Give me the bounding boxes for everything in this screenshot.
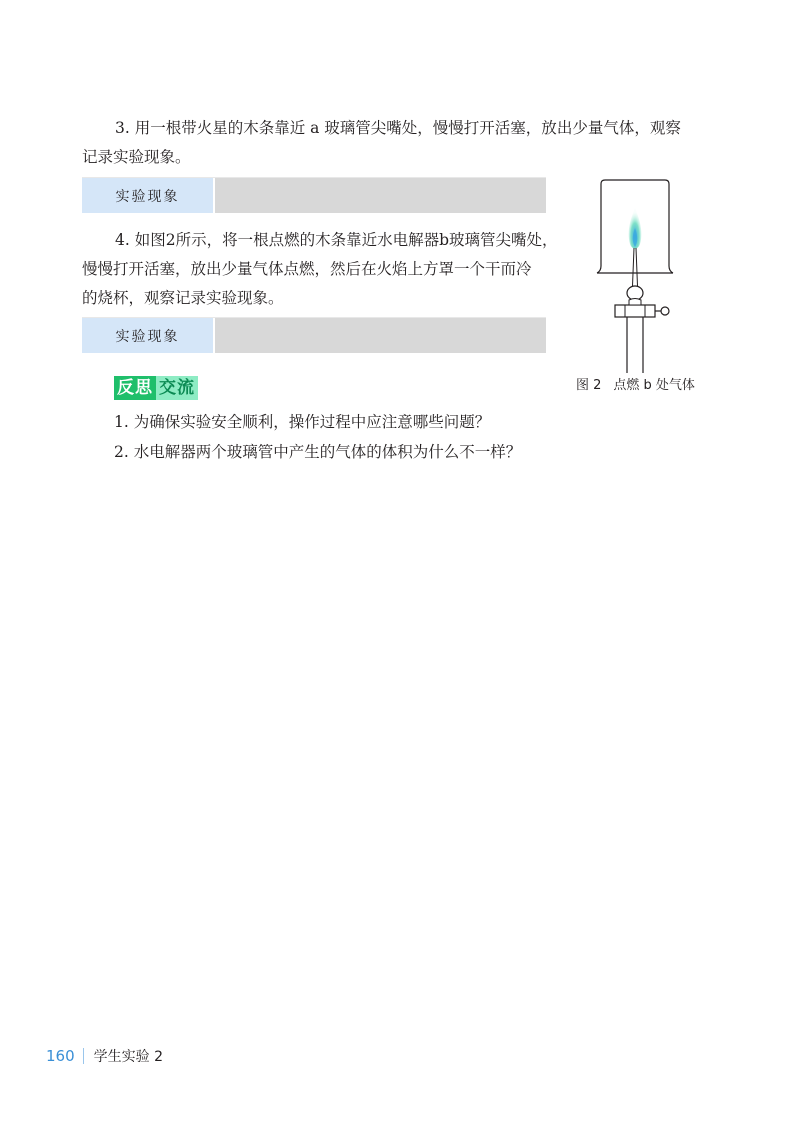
figure-caption bbox=[576, 374, 695, 393]
beaker-flame-illustration bbox=[585, 178, 685, 373]
reflection-heading-part-2: 交流 bbox=[156, 376, 198, 400]
step-4-line-1: 4. 如图2所示，将一根点燃的木条靠近水电解器b玻璃管尖嘴处， bbox=[115, 231, 558, 249]
figure-number: 图 2 bbox=[576, 378, 602, 393]
page-footer bbox=[46, 1046, 163, 1066]
observation-label: 实验现象 bbox=[82, 318, 213, 353]
observation-answer-box[interactable] bbox=[215, 318, 546, 353]
step-3-line-1: 3. 用一根带火星的木条靠近 a 玻璃管尖嘴处，慢慢打开活塞，放出少量气体，观察 bbox=[115, 119, 681, 137]
footer-divider bbox=[83, 1048, 84, 1064]
reflection-heading bbox=[114, 376, 198, 400]
figure-caption-text: 点燃 b 处气体 bbox=[613, 378, 695, 393]
step-3-line-2: 记录实验现象。 bbox=[82, 148, 191, 166]
figure-burning-gas bbox=[585, 178, 685, 373]
observation-row-2 bbox=[82, 317, 546, 353]
observation-label: 实验现象 bbox=[82, 178, 213, 213]
reflection-heading-part-1: 反思 bbox=[114, 376, 156, 400]
glass-nozzle-icon bbox=[633, 248, 638, 286]
step-4-text bbox=[82, 226, 558, 313]
step-3-text bbox=[82, 114, 681, 172]
page-number: 160 bbox=[46, 1047, 75, 1065]
step-4-line-2: 慢慢打开活塞，放出少量气体点燃，然后在火焰上方罩一个干而冷 bbox=[82, 260, 532, 278]
observation-row-1 bbox=[82, 177, 546, 213]
reflection-question-2: 2. 水电解器两个玻璃管中产生的气体的体积为什么不一样？ bbox=[114, 443, 522, 461]
flame-icon bbox=[629, 208, 642, 249]
step-4-line-3: 的烧杯，观察记录实验现象。 bbox=[82, 289, 284, 307]
reflection-question-1: 1. 为确保实验安全顺利，操作过程中应注意哪些问题？ bbox=[114, 413, 491, 431]
observation-answer-box[interactable] bbox=[215, 178, 546, 213]
chapter-title: 学生实验 2 bbox=[93, 1049, 163, 1065]
glass-tube-icon bbox=[627, 317, 643, 373]
stopcock-icon bbox=[615, 286, 669, 317]
